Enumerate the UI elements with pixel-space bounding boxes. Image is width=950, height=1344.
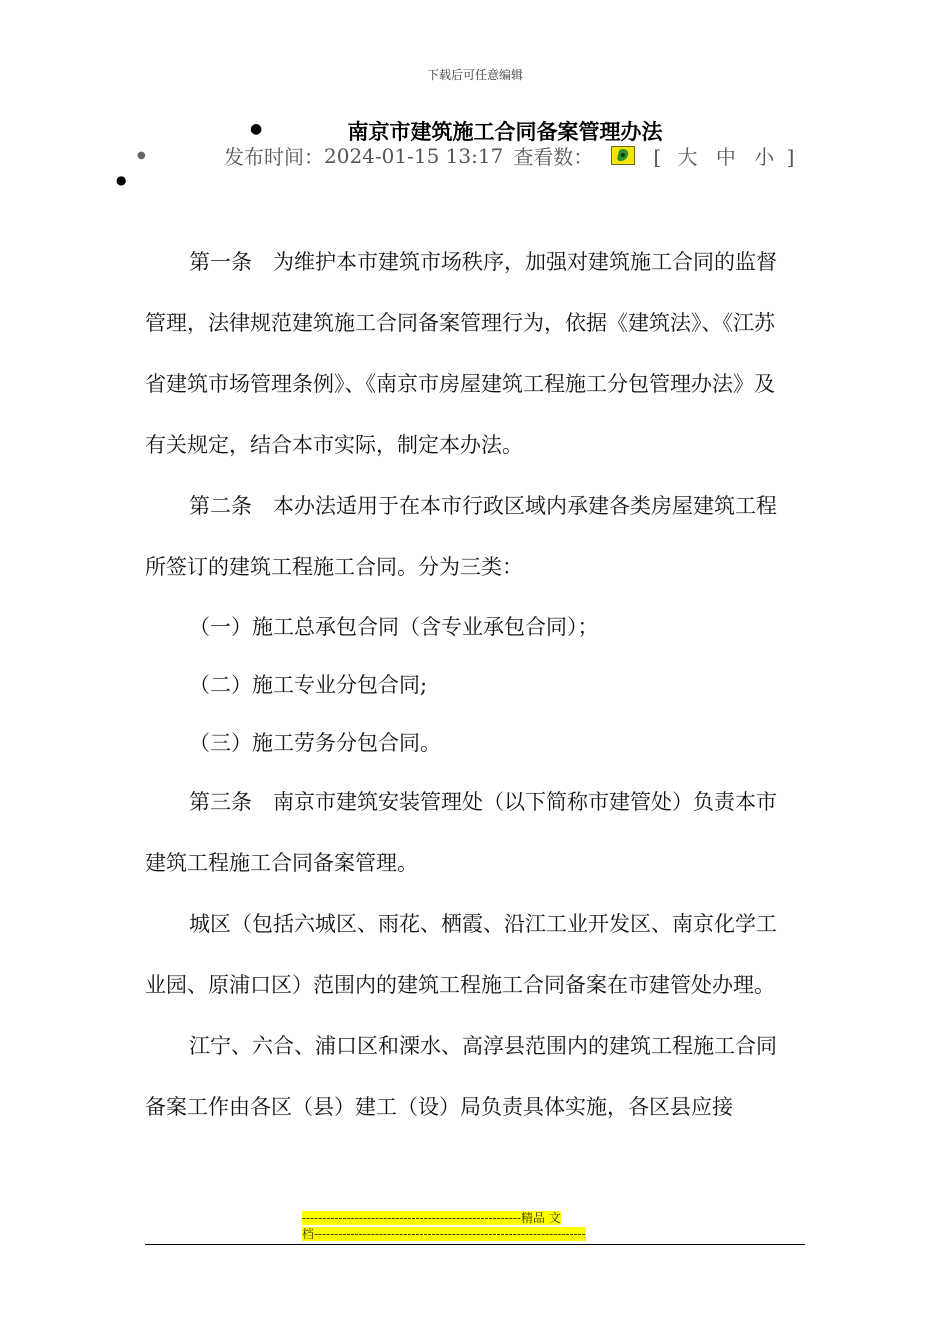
contract-type-3: （三）施工劳务分包合同。 (189, 731, 441, 755)
footer-watermark (302, 1210, 648, 1242)
font-size-bracket-close: ] (786, 145, 795, 169)
footer-divider (145, 1244, 805, 1245)
title-bullet: ● (250, 121, 263, 137)
article-meta (224, 141, 794, 170)
article-1: 第一条 为维护本市建筑市场秩序，加强对建筑施工合同的监督管理，法律规范建筑施工合同备案管理行为，依据《建筑法》、《江苏省建筑市场管理条例》、《南京市房屋建筑工程施工分包管理办法》及有关规定，结合本市实际，制定本办法。 (145, 250, 777, 457)
publish-time: 2024-01-15 13:17 (324, 143, 504, 168)
footer-line-2: 档------------------------------------------------------------------- (302, 1227, 586, 1241)
font-size-medium-link[interactable]: 中 (715, 145, 736, 169)
meta-bullet: ● (137, 150, 146, 161)
contract-type-1: （一）施工总承包合同（含专业承包合同）； (189, 615, 599, 639)
header-note: 下载后可任意编辑 (426, 68, 523, 82)
page-title: 南京市建筑施工合同备案管理办法 (347, 119, 663, 144)
article-body (145, 232, 795, 1138)
view-count-icon (611, 146, 635, 165)
article-3-urban: 城区（包括六城区、雨花、栖霞、沿江工业开发区、南京化学工业园、原浦口区）范围内的建筑工程施工合同备案在市建管处办理。 (145, 912, 777, 997)
footer-line-1: ------------------------------------------------------精品 文 (302, 1211, 561, 1225)
font-size-large-link[interactable]: 大 (677, 145, 698, 169)
views-label: 查看数： (513, 145, 594, 169)
article-3-districts: 江宁、六合、浦口区和溧水、高淳县范围内的建筑工程施工合同备案工作由各区（县）建工（设）局负责具体实施，各区县应接 (145, 1034, 777, 1119)
article-2: 第二条 本办法适用于在本市行政区域内承建各类房屋建筑工程所签订的建筑工程施工合同。分为三类： (145, 494, 777, 579)
contract-type-2: （二）施工专业分包合同; (189, 673, 428, 697)
article-3: 第三条 南京市建筑安装管理处（以下简称市建管处）负责本市建筑工程施工合同备案管理。 (145, 790, 777, 875)
font-size-controls (653, 141, 794, 170)
empty-bullet: ● (116, 173, 127, 187)
font-size-small-link[interactable]: 小 (754, 145, 775, 169)
font-size-bracket-open: [ (653, 145, 662, 169)
publish-label: 发布时间： (224, 145, 324, 169)
